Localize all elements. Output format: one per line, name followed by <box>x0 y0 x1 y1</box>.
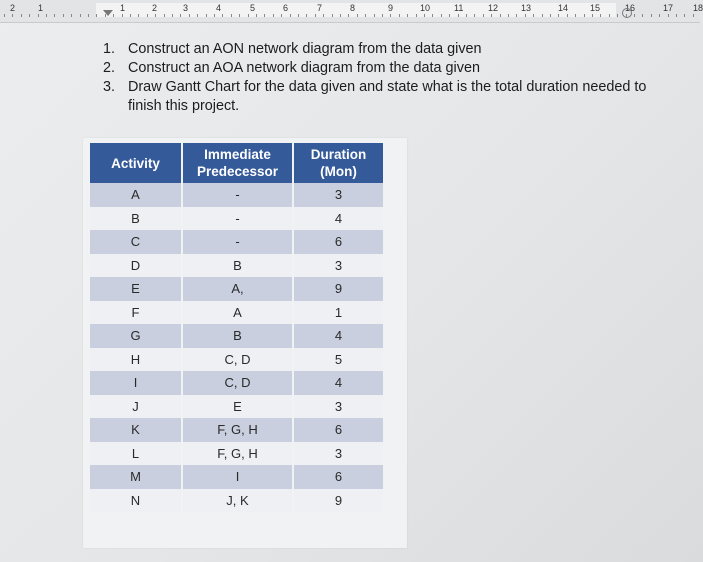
ruler-tick <box>592 14 593 17</box>
header-predecessor: Immediate Predecessor <box>182 143 293 183</box>
ruler-tick <box>214 14 215 17</box>
ruler-tick <box>365 14 366 17</box>
cell-activity: K <box>90 418 182 442</box>
table-row <box>90 230 383 254</box>
table-row <box>90 324 383 348</box>
cell-duration: 6 <box>293 465 383 489</box>
cell-predecessor: C, D <box>182 371 293 395</box>
cell-duration: 6 <box>293 230 383 254</box>
ruler-tick <box>71 14 72 17</box>
ruler-number: 6 <box>283 3 289 13</box>
instruction-text: Construct an AOA network diagram from the data given <box>128 60 480 76</box>
cell-activity: M <box>90 465 182 489</box>
cell-predecessor: C, D <box>182 348 293 372</box>
ruler-number: 2 <box>10 3 16 13</box>
table-row <box>90 371 383 395</box>
ruler-tick <box>281 14 282 17</box>
ruler-tick <box>315 14 316 17</box>
ruler-number: 11 <box>454 3 464 13</box>
cell-activity: J <box>90 395 182 419</box>
ruler-tick <box>567 14 568 17</box>
ruler-tick <box>54 14 55 17</box>
ruler-tick <box>516 14 517 17</box>
ruler-tick <box>256 14 257 17</box>
ruler-tick <box>29 14 30 17</box>
ruler-tick <box>382 14 383 17</box>
ruler-tick <box>155 14 156 17</box>
ruler-tick <box>642 14 643 17</box>
ruler-tick <box>390 14 391 17</box>
table-row <box>90 418 383 442</box>
table-row <box>90 348 383 372</box>
ruler-tick <box>264 14 265 17</box>
ruler-tick <box>273 14 274 17</box>
ruler-number: 16 <box>625 3 636 13</box>
ruler-tick <box>96 14 97 17</box>
ruler-tick <box>290 14 291 17</box>
ruler-number: 15 <box>590 3 601 13</box>
horizontal-ruler[interactable] <box>0 0 703 23</box>
cell-predecessor: A <box>182 301 293 325</box>
ruler-tick <box>306 14 307 17</box>
ruler-number: 18 <box>693 3 703 13</box>
cell-activity: D <box>90 254 182 278</box>
cell-duration: 3 <box>293 395 383 419</box>
ruler-number: 5 <box>250 3 256 13</box>
cell-duration: 1 <box>293 301 383 325</box>
instruction-number: 1. <box>103 41 116 57</box>
cell-activity: B <box>90 207 182 231</box>
cell-activity: N <box>90 489 182 513</box>
ruler-text-area <box>96 3 616 17</box>
ruler-tick <box>88 14 89 17</box>
ruler-tick <box>138 14 139 17</box>
ruler-tick <box>63 14 64 17</box>
cell-duration: 6 <box>293 418 383 442</box>
cell-activity: E <box>90 277 182 301</box>
cell-duration: 5 <box>293 348 383 372</box>
ruler-number: 10 <box>420 3 431 13</box>
ruler-tick <box>38 14 39 17</box>
ruler-number: 1 <box>38 3 44 13</box>
ruler-number: 2 <box>152 3 158 13</box>
ruler-tick <box>122 14 123 17</box>
header-activity: Activity <box>90 143 182 183</box>
cell-activity: F <box>90 301 182 325</box>
ruler-tick <box>399 14 400 17</box>
ruler-number: 1 <box>120 3 126 13</box>
ruler-tick <box>525 14 526 17</box>
cell-duration: 4 <box>293 371 383 395</box>
ruler-tick <box>248 14 249 17</box>
ruler-tick <box>113 14 114 17</box>
cell-predecessor: - <box>182 183 293 207</box>
table-row <box>90 301 383 325</box>
ruler-tick <box>693 14 694 17</box>
table-row <box>90 207 383 231</box>
ruler-number: 7 <box>317 3 323 13</box>
table-body <box>90 183 383 512</box>
ruler-tick <box>617 14 618 17</box>
ruler-tick <box>441 14 442 17</box>
ruler-tick <box>340 14 341 17</box>
ruler-tick <box>542 14 543 17</box>
cell-activity: L <box>90 442 182 466</box>
ruler-number: 4 <box>216 3 222 13</box>
ruler-tick <box>609 14 610 17</box>
ruler-tick <box>164 14 165 17</box>
ruler-tick <box>584 14 585 17</box>
ruler-tick <box>46 14 47 17</box>
activity-table <box>90 143 383 512</box>
ruler-tick <box>558 14 559 17</box>
ruler-tick <box>206 14 207 17</box>
ruler-number: 13 <box>521 3 532 13</box>
ruler-tick <box>659 14 660 17</box>
ruler-tick <box>332 14 333 17</box>
ruler-tick <box>222 14 223 17</box>
ruler-tick <box>575 14 576 17</box>
table-row <box>90 254 383 278</box>
cell-duration: 3 <box>293 442 383 466</box>
cell-duration: 9 <box>293 277 383 301</box>
ruler-tick <box>231 14 232 17</box>
instruction-text: Draw Gantt Chart for the data given and state what is the total duration needed to finish this project. <box>128 79 647 114</box>
cell-activity: G <box>90 324 182 348</box>
ruler-tick <box>474 14 475 17</box>
indent-marker-icon[interactable] <box>103 10 113 16</box>
instruction-item-2 <box>103 59 663 78</box>
ruler-tick <box>348 14 349 17</box>
ruler-number: 14 <box>558 3 569 13</box>
ruler-tick <box>684 14 685 17</box>
ruler-tick <box>550 14 551 17</box>
instructions-list <box>103 40 663 116</box>
ruler-tick <box>483 14 484 17</box>
ruler-tick <box>466 14 467 17</box>
ruler-tick <box>458 14 459 17</box>
ruler-tick <box>147 14 148 17</box>
ruler-tick <box>357 14 358 17</box>
table-row <box>90 489 383 513</box>
ruler-tick <box>533 14 534 17</box>
cell-predecessor: J, K <box>182 489 293 513</box>
header-duration: Duration (Mon) <box>293 143 383 183</box>
instruction-item-1 <box>103 40 663 59</box>
ruler-tick <box>21 14 22 17</box>
ruler-tick <box>239 14 240 17</box>
ruler-tick <box>416 14 417 17</box>
table-header-row <box>90 143 383 183</box>
cell-duration: 4 <box>293 207 383 231</box>
ruler-tick <box>491 14 492 17</box>
ruler-number: 9 <box>388 3 394 13</box>
cell-predecessor: F, G, H <box>182 418 293 442</box>
ruler-tick <box>298 14 299 17</box>
cell-predecessor: - <box>182 230 293 254</box>
cell-activity: A <box>90 183 182 207</box>
ruler-tick <box>651 14 652 17</box>
ruler-number: 3 <box>183 3 189 13</box>
cell-predecessor: - <box>182 207 293 231</box>
ruler-tick <box>676 14 677 17</box>
table-row <box>90 395 383 419</box>
cell-duration: 3 <box>293 254 383 278</box>
ruler-tick <box>189 14 190 17</box>
cell-predecessor: E <box>182 395 293 419</box>
cell-activity: H <box>90 348 182 372</box>
cell-predecessor: B <box>182 324 293 348</box>
cell-predecessor: F, G, H <box>182 442 293 466</box>
cell-duration: 9 <box>293 489 383 513</box>
ruler-tick <box>600 14 601 17</box>
ruler-tick <box>424 14 425 17</box>
ruler-tick <box>197 14 198 17</box>
ruler-tick <box>130 14 131 17</box>
instruction-number: 3. <box>103 79 116 95</box>
cell-predecessor: A, <box>182 277 293 301</box>
ruler-number: 8 <box>350 3 356 13</box>
ruler-tick <box>4 14 5 17</box>
instruction-item-3 <box>103 78 663 116</box>
ruler-tick <box>508 14 509 17</box>
ruler-tick <box>374 14 375 17</box>
ruler-tick <box>80 14 81 17</box>
cell-duration: 3 <box>293 183 383 207</box>
ruler-tick <box>323 14 324 17</box>
ruler-tick <box>180 14 181 17</box>
ruler-number: 12 <box>488 3 499 13</box>
cell-predecessor: B <box>182 254 293 278</box>
ruler-tick <box>172 14 173 17</box>
ruler-tick <box>668 14 669 17</box>
instruction-number: 2. <box>103 60 116 76</box>
ruler-number: 17 <box>663 3 674 13</box>
ruler-tick <box>407 14 408 17</box>
cell-duration: 4 <box>293 324 383 348</box>
activity-table-container <box>83 138 407 548</box>
table-row <box>90 465 383 489</box>
cell-predecessor: I <box>182 465 293 489</box>
ruler-tick <box>12 14 13 17</box>
cell-activity: I <box>90 371 182 395</box>
table-row <box>90 442 383 466</box>
ruler-tick <box>432 14 433 17</box>
cell-activity: C <box>90 230 182 254</box>
tab-stop-icon[interactable] <box>622 8 632 18</box>
table-row <box>90 183 383 207</box>
ruler-tick <box>634 14 635 17</box>
table-row <box>90 277 383 301</box>
instruction-text: Construct an AON network diagram from the data given <box>128 41 482 57</box>
ruler-tick <box>449 14 450 17</box>
ruler-tick <box>500 14 501 17</box>
